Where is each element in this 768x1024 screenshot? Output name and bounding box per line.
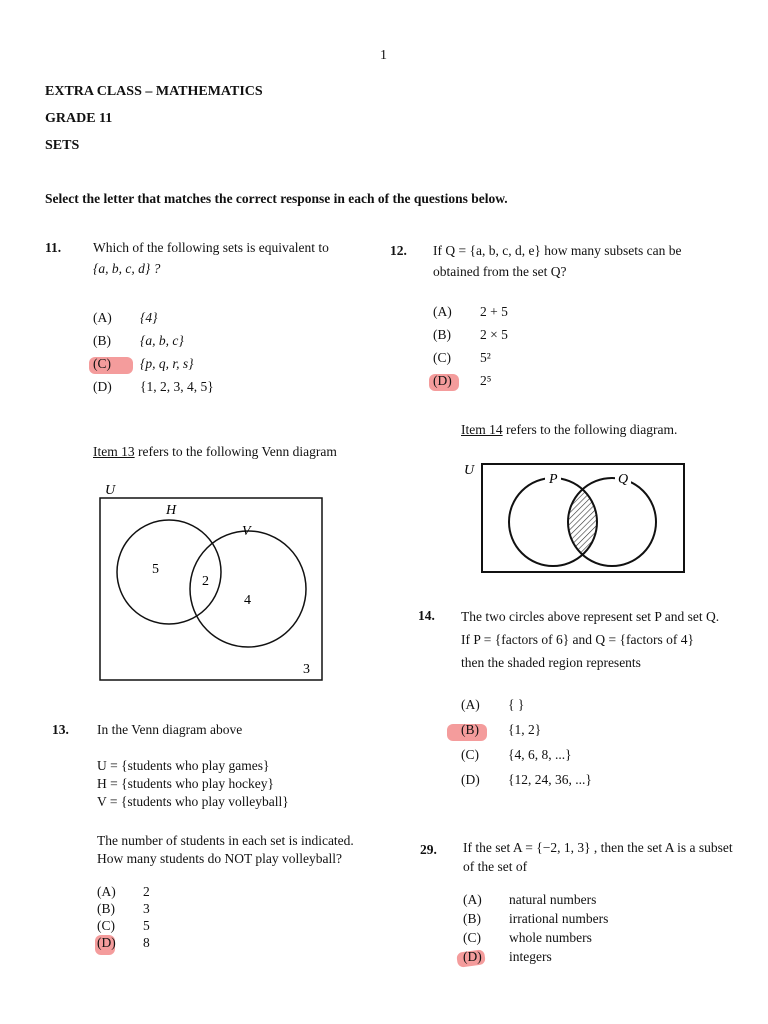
def-h: H = {students who play hockey} [97,776,274,791]
set-q-label: Q [618,472,629,487]
q13-text: In the Venn diagram above [97,722,243,737]
q11-text [93,237,329,279]
q12-option-b[interactable]: (B) 2 × 5 [433,326,508,342]
universe-box [100,498,322,680]
q29-text [463,838,733,876]
q11-options [93,306,214,398]
def-u: U = {students who play games} [97,758,270,773]
q12-option-a[interactable]: (A) 2 + 5 [433,303,508,319]
q12-text [433,240,682,282]
q12-number: 12. [390,243,407,258]
region-both: 2 [202,574,209,589]
q13-option-b[interactable]: (B) 3 [97,901,150,916]
region-v-only: 4 [244,593,251,608]
venn-diagram-13 [95,478,335,688]
q29-option-b[interactable]: (B) irrational numbers [463,911,609,926]
instructions: Select the letter that matches the correct response in each of the questions below. [45,191,508,206]
q29-text-line1: If the set A = {−2, 1, 3} , then the set A is a subset [463,840,733,855]
q12-option-d[interactable]: (D) 2⁵ [433,369,508,392]
set-h-circle [117,520,221,624]
page-number: 1 [380,48,387,63]
q12-options [433,300,508,392]
q13-options [97,884,150,952]
universe-label: U [105,483,116,498]
item14-reference: Item 14 refers to the following diagram. [461,422,678,437]
q13-definitions [97,757,289,811]
set-h-label: H [166,503,177,518]
q29-option-c[interactable]: (C) whole numbers [463,930,592,945]
q14-option-b[interactable]: (B) {1, 2} [461,717,592,742]
set-v-circle [190,531,306,647]
q29-options [463,892,608,968]
venn-diagram-14 [460,458,690,578]
set-v-label: V [242,524,251,539]
q13-question-line2: How many students do NOT play volleyball? [97,851,342,866]
q14-number: 14. [418,608,435,623]
grade-label: GRADE 11 [45,111,113,126]
q11-number: 11. [45,240,62,255]
def-v: V = {students who play volleyball} [97,794,289,809]
q29-text-line2: of the set of [463,859,528,874]
q14-option-a[interactable]: (A) { } [461,696,525,712]
q11-option-b[interactable]: (B) {a, b, c} [93,332,184,348]
q14-text-line2: If P = {factors of 6} and Q = {factors of 4} [461,632,694,647]
q12-text-line1: If Q = {a, b, c, d, e} how many subsets can be [433,243,682,258]
q14-text-line1: The two circles above represent set P and set Q. [461,609,720,624]
q11-option-c[interactable]: (C) {p, q, r, s} [93,352,214,375]
topic-label: SETS [45,138,80,153]
item13-reference: Item 13 refers to the following Venn diagram [93,444,337,459]
q11-text-line2: {a, b, c, d} ? [93,261,161,276]
q13-option-d[interactable]: (D) 8 [97,935,150,952]
region-outside: 3 [303,662,310,677]
q13-option-c[interactable]: (C) 5 [97,918,150,933]
q11-option-a[interactable]: (A) {4} [93,309,158,325]
q14-option-d[interactable]: (D) {12, 24, 36, ...} [461,771,592,787]
doc-title: EXTRA CLASS – MATHEMATICS [45,84,263,99]
q14-option-c[interactable]: (C) {4, 6, 8, ...} [461,746,572,762]
q14-text-line3: then the shaded region represents [461,655,641,670]
q29-number: 29. [420,842,437,857]
q14-options [461,692,592,792]
region-h-only: 5 [152,562,159,577]
q13-number: 13. [52,722,69,737]
set-p-label: P [549,472,558,487]
q14-text [461,605,719,674]
q12-text-line2: obtained from the set Q? [433,264,567,279]
q11-option-d[interactable]: (D) {1, 2, 3, 4, 5} [93,378,214,394]
q12-option-c[interactable]: (C) 5² [433,349,491,365]
universe-label: U [464,463,475,478]
q13-option-a[interactable]: (A) 2 [97,884,150,899]
q11-text-line1: Which of the following sets is equivalent to [93,240,329,255]
q29-option-a[interactable]: (A) natural numbers [463,892,597,907]
q13-question [97,832,354,868]
q29-option-d[interactable]: (D) integers [463,949,608,968]
q13-question-line1: The number of students in each set is indicated. [97,833,354,848]
